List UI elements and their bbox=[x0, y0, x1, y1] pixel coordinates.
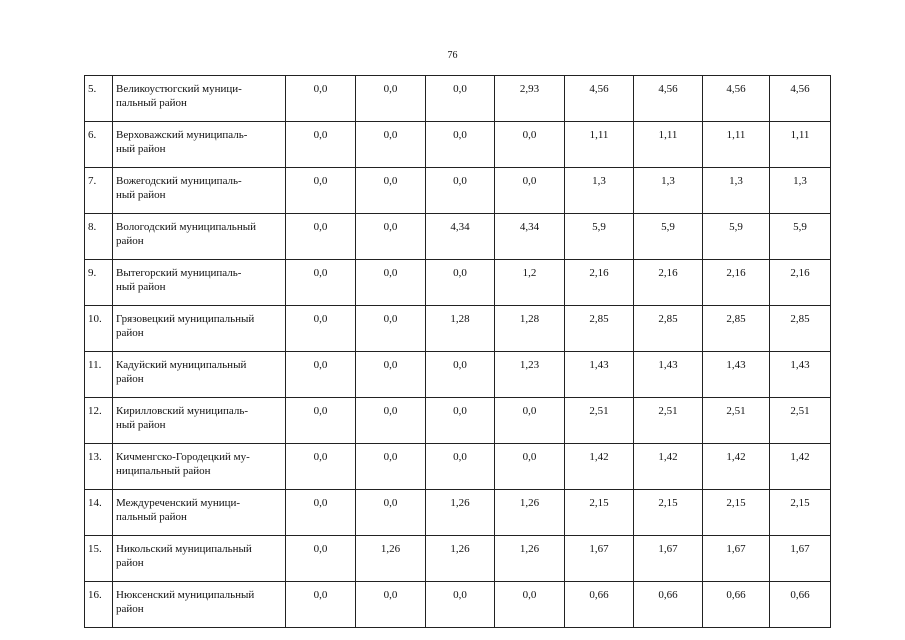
value-cell: 1,11 bbox=[770, 122, 831, 168]
value-cell: 0,0 bbox=[426, 260, 495, 306]
value-cell: 2,51 bbox=[703, 398, 770, 444]
value-cell: 1,3 bbox=[770, 168, 831, 214]
value-cell: 1,28 bbox=[495, 306, 565, 352]
value-cell: 0,0 bbox=[286, 444, 356, 490]
value-cell: 0,0 bbox=[356, 122, 426, 168]
district-name: Никольский муниципальный район bbox=[113, 536, 286, 582]
value-cell: 1,26 bbox=[426, 536, 495, 582]
value-cell: 1,67 bbox=[634, 536, 703, 582]
value-cell: 1,3 bbox=[703, 168, 770, 214]
value-cell: 0,0 bbox=[286, 306, 356, 352]
value-cell: 0,0 bbox=[426, 168, 495, 214]
table-row bbox=[85, 168, 831, 214]
value-cell: 1,42 bbox=[770, 444, 831, 490]
value-cell: 5,9 bbox=[703, 214, 770, 260]
value-cell: 1,26 bbox=[495, 490, 565, 536]
district-name: Великоустюгский муници- пальный район bbox=[113, 76, 286, 122]
row-number: 10. bbox=[85, 306, 113, 352]
value-cell: 2,15 bbox=[770, 490, 831, 536]
value-cell: 1,28 bbox=[426, 306, 495, 352]
value-cell: 2,16 bbox=[703, 260, 770, 306]
value-cell: 0,0 bbox=[356, 260, 426, 306]
value-cell: 0,66 bbox=[634, 582, 703, 628]
value-cell: 2,85 bbox=[565, 306, 634, 352]
value-cell: 1,43 bbox=[565, 352, 634, 398]
table-row bbox=[85, 260, 831, 306]
value-cell: 2,51 bbox=[634, 398, 703, 444]
value-cell: 0,0 bbox=[426, 444, 495, 490]
table-row bbox=[85, 214, 831, 260]
table-body bbox=[85, 76, 831, 628]
row-number: 5. bbox=[85, 76, 113, 122]
row-number: 14. bbox=[85, 490, 113, 536]
table-row bbox=[85, 306, 831, 352]
value-cell: 1,26 bbox=[426, 490, 495, 536]
row-number: 15. bbox=[85, 536, 113, 582]
value-cell: 0,0 bbox=[426, 76, 495, 122]
value-cell: 2,85 bbox=[634, 306, 703, 352]
value-cell: 0,0 bbox=[495, 398, 565, 444]
district-name: Вологодский муниципальный район bbox=[113, 214, 286, 260]
row-number: 12. bbox=[85, 398, 113, 444]
value-cell: 2,15 bbox=[703, 490, 770, 536]
district-name: Кирилловский муниципаль- ный район bbox=[113, 398, 286, 444]
table-row bbox=[85, 444, 831, 490]
value-cell: 0,0 bbox=[286, 398, 356, 444]
value-cell: 1,42 bbox=[565, 444, 634, 490]
row-number: 7. bbox=[85, 168, 113, 214]
district-name: Грязовецкий муниципальный район bbox=[113, 306, 286, 352]
value-cell: 2,15 bbox=[634, 490, 703, 536]
district-name: Кадуйский муниципальный район bbox=[113, 352, 286, 398]
value-cell: 0,66 bbox=[703, 582, 770, 628]
value-cell: 2,16 bbox=[634, 260, 703, 306]
value-cell: 4,56 bbox=[634, 76, 703, 122]
value-cell: 0,0 bbox=[356, 306, 426, 352]
table-row bbox=[85, 582, 831, 628]
value-cell: 4,34 bbox=[495, 214, 565, 260]
value-cell: 1,67 bbox=[770, 536, 831, 582]
value-cell: 0,0 bbox=[286, 76, 356, 122]
value-cell: 0,0 bbox=[495, 582, 565, 628]
row-number: 11. bbox=[85, 352, 113, 398]
value-cell: 2,15 bbox=[565, 490, 634, 536]
value-cell: 0,0 bbox=[286, 490, 356, 536]
value-cell: 0,0 bbox=[356, 582, 426, 628]
row-number: 6. bbox=[85, 122, 113, 168]
district-name: Кичменгско-Городецкий му- ниципальный район bbox=[113, 444, 286, 490]
district-name: Нюксенский муниципальный район bbox=[113, 582, 286, 628]
value-cell: 1,11 bbox=[634, 122, 703, 168]
value-cell: 1,11 bbox=[703, 122, 770, 168]
value-cell: 0,0 bbox=[286, 214, 356, 260]
value-cell: 1,2 bbox=[495, 260, 565, 306]
value-cell: 5,9 bbox=[565, 214, 634, 260]
value-cell: 1,3 bbox=[634, 168, 703, 214]
table-row bbox=[85, 122, 831, 168]
value-cell: 1,67 bbox=[565, 536, 634, 582]
value-cell: 1,42 bbox=[703, 444, 770, 490]
value-cell: 0,0 bbox=[495, 444, 565, 490]
value-cell: 4,56 bbox=[770, 76, 831, 122]
district-name: Верховажский муниципаль- ный район bbox=[113, 122, 286, 168]
row-number: 8. bbox=[85, 214, 113, 260]
value-cell: 0,0 bbox=[495, 168, 565, 214]
value-cell: 0,0 bbox=[356, 76, 426, 122]
value-cell: 4,56 bbox=[565, 76, 634, 122]
value-cell: 0,0 bbox=[356, 352, 426, 398]
table-row bbox=[85, 536, 831, 582]
value-cell: 0,0 bbox=[356, 214, 426, 260]
value-cell: 2,85 bbox=[703, 306, 770, 352]
value-cell: 1,67 bbox=[703, 536, 770, 582]
table-row bbox=[85, 352, 831, 398]
value-cell: 0,0 bbox=[286, 582, 356, 628]
table-row bbox=[85, 490, 831, 536]
value-cell: 2,16 bbox=[770, 260, 831, 306]
value-cell: 0,0 bbox=[286, 352, 356, 398]
row-number: 13. bbox=[85, 444, 113, 490]
table-row bbox=[85, 76, 831, 122]
value-cell: 0,0 bbox=[286, 168, 356, 214]
value-cell: 5,9 bbox=[634, 214, 703, 260]
value-cell: 0,0 bbox=[495, 122, 565, 168]
value-cell: 0,66 bbox=[770, 582, 831, 628]
value-cell: 1,26 bbox=[495, 536, 565, 582]
value-cell: 0,0 bbox=[356, 398, 426, 444]
table-row bbox=[85, 398, 831, 444]
value-cell: 1,43 bbox=[703, 352, 770, 398]
value-cell: 0,0 bbox=[426, 582, 495, 628]
value-cell: 0,0 bbox=[356, 168, 426, 214]
value-cell: 1,23 bbox=[495, 352, 565, 398]
value-cell: 5,9 bbox=[770, 214, 831, 260]
value-cell: 1,42 bbox=[634, 444, 703, 490]
value-cell: 0,0 bbox=[286, 536, 356, 582]
page-number: 76 bbox=[447, 50, 458, 61]
data-table bbox=[84, 75, 831, 628]
value-cell: 4,34 bbox=[426, 214, 495, 260]
value-cell: 2,16 bbox=[565, 260, 634, 306]
value-cell: 0,0 bbox=[286, 122, 356, 168]
value-cell: 0,0 bbox=[426, 352, 495, 398]
district-name: Вожегодский муниципаль- ный район bbox=[113, 168, 286, 214]
value-cell: 0,0 bbox=[356, 490, 426, 536]
value-cell: 2,93 bbox=[495, 76, 565, 122]
value-cell: 0,0 bbox=[426, 398, 495, 444]
value-cell: 0,66 bbox=[565, 582, 634, 628]
value-cell: 2,51 bbox=[565, 398, 634, 444]
value-cell: 0,0 bbox=[286, 260, 356, 306]
value-cell: 1,26 bbox=[356, 536, 426, 582]
district-name: Вытегорский муниципаль- ный район bbox=[113, 260, 286, 306]
value-cell: 2,51 bbox=[770, 398, 831, 444]
value-cell: 1,43 bbox=[770, 352, 831, 398]
value-cell: 1,43 bbox=[634, 352, 703, 398]
value-cell: 4,56 bbox=[703, 76, 770, 122]
value-cell: 1,3 bbox=[565, 168, 634, 214]
row-number: 9. bbox=[85, 260, 113, 306]
value-cell: 2,85 bbox=[770, 306, 831, 352]
value-cell: 0,0 bbox=[426, 122, 495, 168]
district-name: Междуреченский муници- пальный район bbox=[113, 490, 286, 536]
value-cell: 1,11 bbox=[565, 122, 634, 168]
value-cell: 0,0 bbox=[356, 444, 426, 490]
row-number: 16. bbox=[85, 582, 113, 628]
